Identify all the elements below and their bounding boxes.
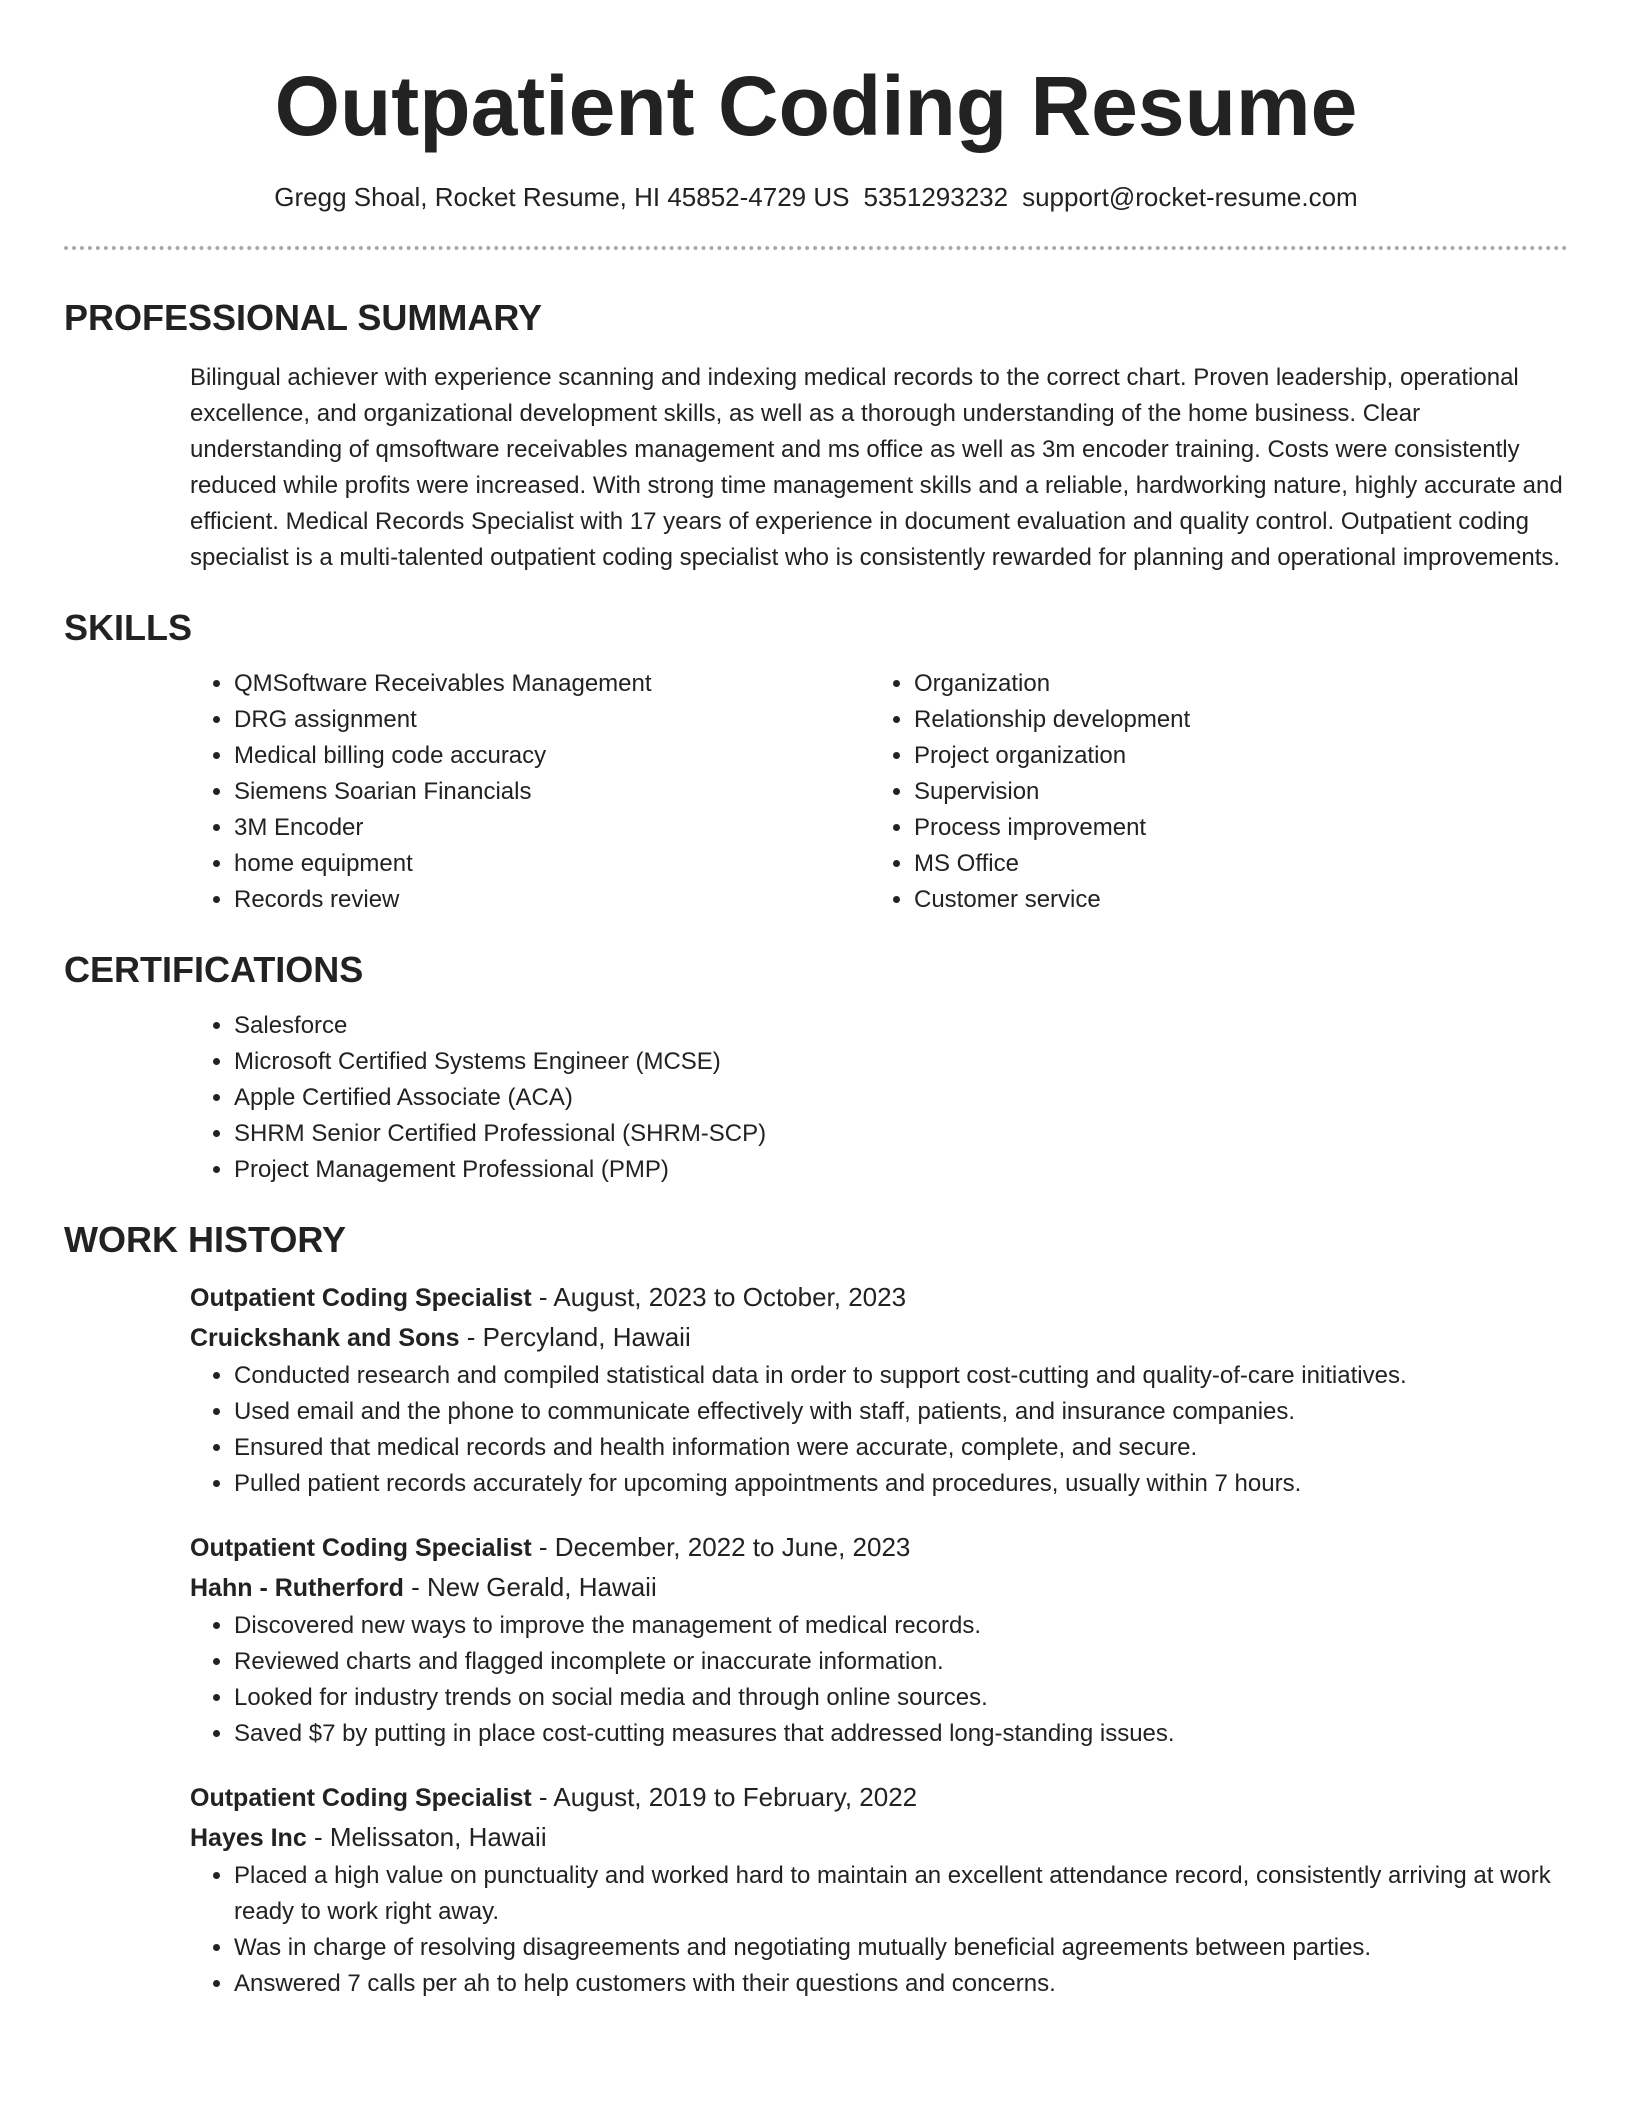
job-location: - Melissaton, Hawaii [306, 1822, 547, 1852]
skill-item: • QMSoftware Receivables Management [234, 666, 870, 702]
contact-email[interactable]: support@rocket-resume.com [1022, 182, 1358, 212]
job-location: - Percyland, Hawaii [459, 1322, 691, 1352]
job-title: Outpatient Coding Specialist [190, 1784, 532, 1812]
job-company: Hahn - Rutherford [190, 1574, 404, 1602]
job-bullet: • Conducted research and compiled statistical data in order to support cost-cutting and quality-of-care initiatives. [234, 1358, 1568, 1394]
skill-item: • Project organization [914, 738, 1550, 774]
skill-item: • Relationship development [914, 702, 1550, 738]
job-entry [190, 1528, 1568, 1752]
work-history-heading: WORK HISTORY [64, 1219, 347, 1260]
certification-item: • Salesforce [234, 1008, 1568, 1044]
job-title-line [190, 1278, 1568, 1317]
skills-column-right [870, 666, 1550, 918]
skills-column-left [190, 666, 870, 918]
job-bullet: • Reviewed charts and flagged incomplete or inaccurate information. [234, 1644, 1568, 1680]
job-dates: - August, 2023 to October, 2023 [531, 1282, 907, 1312]
job-bullets [190, 1858, 1568, 2002]
skill-item: • home equipment [234, 846, 870, 882]
work-history-section [64, 1218, 1568, 2002]
job-title-line [190, 1778, 1568, 1817]
job-dates: - December, 2022 to June, 2023 [531, 1532, 911, 1562]
skills-heading: SKILLS [64, 607, 193, 648]
job-bullet: • Answered 7 calls per ah to help customers with their questions and concerns. [234, 1966, 1568, 2002]
summary-heading: PROFESSIONAL SUMMARY [64, 297, 543, 338]
certifications-heading: CERTIFICATIONS [64, 949, 364, 990]
job-entry [190, 1278, 1568, 1502]
job-title-line [190, 1528, 1568, 1567]
job-bullet: • Discovered new ways to improve the management of medical records. [234, 1608, 1568, 1644]
skill-item: • 3M Encoder [234, 810, 870, 846]
skill-item: • Organization [914, 666, 1550, 702]
certification-item: • Project Management Professional (PMP) [234, 1152, 1568, 1188]
job-company: Hayes Inc [190, 1824, 307, 1852]
skill-item: • Records review [234, 882, 870, 918]
job-bullet: • Ensured that medical records and health information were accurate, complete, and secure. [234, 1430, 1568, 1466]
certification-item: • SHRM Senior Certified Professional (SHRM-SCP) [234, 1116, 1568, 1152]
summary-section [64, 296, 1568, 576]
job-location: - New Gerald, Hawaii [403, 1572, 657, 1602]
skills-columns [190, 666, 1568, 918]
job-bullet: • Was in charge of resolving disagreements and negotiating mutually beneficial agreements between parties. [234, 1930, 1568, 1966]
job-company-line [190, 1317, 1568, 1358]
header-divider [64, 246, 1568, 250]
job-bullets [190, 1358, 1568, 1502]
skill-item: • Customer service [914, 882, 1550, 918]
job-bullet: • Used email and the phone to communicate effectively with staff, patients, and insurance companies. [234, 1394, 1568, 1430]
job-company-line [190, 1817, 1568, 1858]
skill-item: • MS Office [914, 846, 1550, 882]
job-entry [190, 1778, 1568, 2002]
job-company-line [190, 1567, 1568, 1608]
skill-item: • Medical billing code accuracy [234, 738, 870, 774]
resume-title: Outpatient Coding Resume [274, 59, 1358, 153]
certifications-section [64, 948, 1568, 1188]
job-title: Outpatient Coding Specialist [190, 1534, 532, 1562]
job-bullet: • Pulled patient records accurately for upcoming appointments and procedures, usually within 7 hours. [234, 1466, 1568, 1502]
skill-item: • Supervision [914, 774, 1550, 810]
contact-address: Gregg Shoal, Rocket Resume, HI 45852-4729 US [274, 182, 850, 212]
job-bullet: • Placed a high value on punctuality and worked hard to maintain an excellent attendance record, consistently arriving at work ready to work right away. [234, 1858, 1568, 1930]
certifications-list-wrap [190, 1008, 1568, 1188]
job-dates: - August, 2019 to February, 2022 [531, 1782, 918, 1812]
skills-section [64, 606, 1568, 918]
resume-page [64, 0, 1568, 2002]
job-bullet: • Looked for industry trends on social media and through online sources. [234, 1680, 1568, 1716]
certification-item: • Microsoft Certified Systems Engineer (MCSE) [234, 1044, 1568, 1080]
contact-phone: 5351293232 [863, 182, 1009, 212]
skill-item: • DRG assignment [234, 702, 870, 738]
skill-item: • Siemens Soarian Financials [234, 774, 870, 810]
certification-item: • Apple Certified Associate (ACA) [234, 1080, 1568, 1116]
job-bullets [190, 1608, 1568, 1752]
contact-line [64, 180, 1568, 214]
skill-item: • Process improvement [914, 810, 1550, 846]
job-company: Cruickshank and Sons [190, 1324, 460, 1352]
job-title: Outpatient Coding Specialist [190, 1284, 532, 1312]
summary-text: Bilingual achiever with experience scanning and indexing medical records to the correct chart. Proven leadership, operational excellence, and organizational development skills, as well as a thorough understanding of the home business. Clear understanding of qmsoftware receivables management and ms office as well as 3m encoder training. Costs were consistently reduced while profits were increased. With strong time management skills and a reliable, hardworking nature, highly accurate and efficient. Medical Records Specialist with 17 years of experience in document evaluation and quality control. Outpatient coding specialist is a multi-talented outpatient coding specialist who is consistently rewarded for planning and operational improvements. [190, 364, 1563, 571]
job-bullet: • Saved $7 by putting in place cost-cutting measures that addressed long-standing issues. [234, 1716, 1568, 1752]
